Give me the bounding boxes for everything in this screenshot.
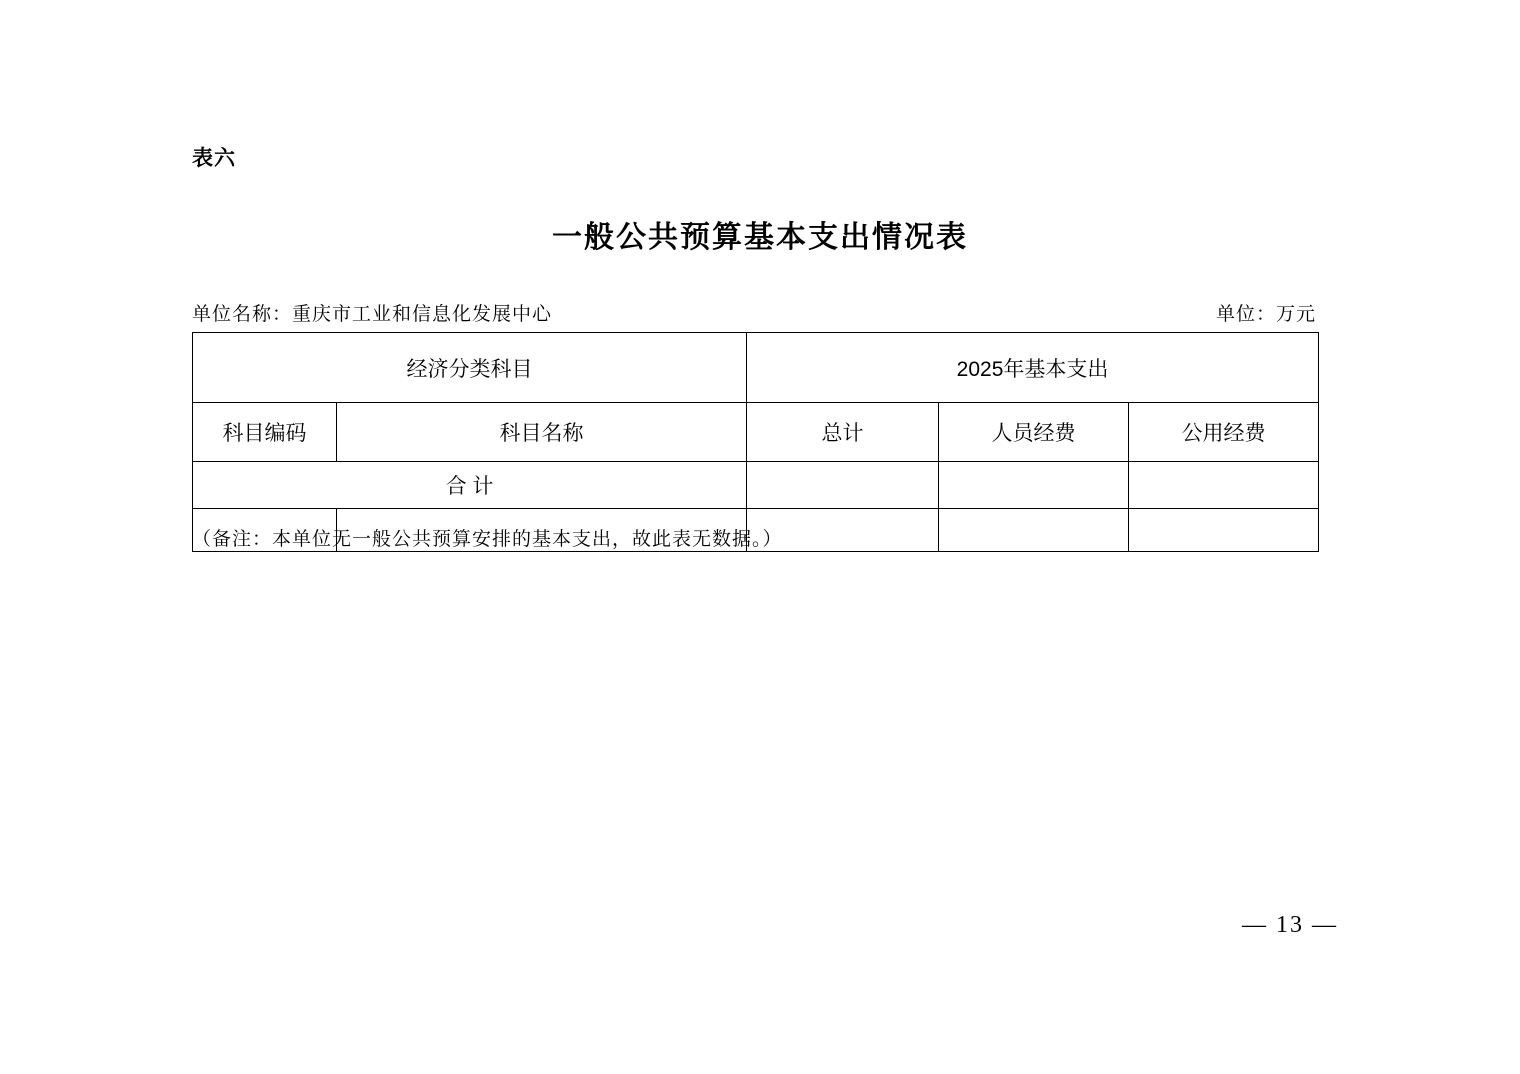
table-column-header-row xyxy=(193,403,1319,462)
budget-table xyxy=(192,332,1319,552)
cell-personnel xyxy=(939,509,1129,552)
table-number-label: 表六 xyxy=(192,146,236,170)
group-header-economic-category: 经济分类科目 xyxy=(193,333,747,403)
cell-total xyxy=(747,462,939,509)
unit-measure-label: 单位：万元 xyxy=(1215,304,1316,325)
page-title: 一般公共预算基本支出情况表 xyxy=(552,221,968,254)
table-group-header-row xyxy=(193,333,1319,403)
column-header-total: 总计 xyxy=(747,403,939,462)
column-header-name: 科目名称 xyxy=(337,403,747,462)
group-header-basic-expenditure: 2025年基本支出 xyxy=(747,333,1319,403)
table-note: （备注：本单位无一般公共预算安排的基本支出，故此表无数据。） xyxy=(192,529,783,550)
cell-personnel xyxy=(939,462,1129,509)
cell-public xyxy=(1129,462,1319,509)
cell-public xyxy=(1129,509,1319,552)
column-header-public: 公用经费 xyxy=(1129,403,1319,462)
table-row xyxy=(193,462,1319,509)
column-header-personnel: 人员经费 xyxy=(939,403,1129,462)
unit-name-label: 单位名称：重庆市工业和信息化发展中心 xyxy=(192,304,553,325)
column-header-code: 科目编码 xyxy=(193,403,337,462)
row-label-total: 合 计 xyxy=(193,462,747,509)
page-number: — 13 — xyxy=(1242,912,1338,938)
